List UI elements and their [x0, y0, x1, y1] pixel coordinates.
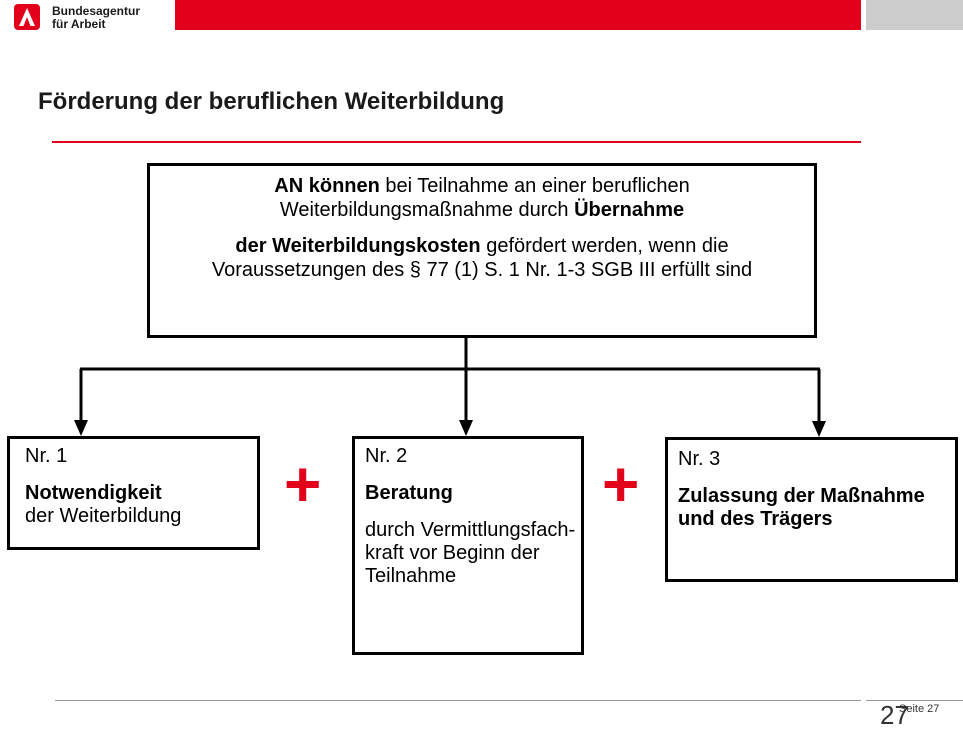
agency-logo-text [52, 5, 140, 31]
page-label: Seite 27 [899, 703, 940, 715]
arrowhead-left [74, 420, 88, 436]
header-grey-bar [866, 0, 963, 30]
condition-paragraph-2 [160, 234, 804, 282]
condition-bold-3: der Weiterbildungskosten [235, 235, 481, 257]
condition-bold-1: AN können [274, 175, 380, 197]
requirement-text: der Weiterbildung [25, 505, 182, 527]
requirement-number: Nr. 3 [678, 448, 721, 470]
agency-logo-icon [14, 4, 40, 30]
slide-number: 27 [880, 700, 909, 730]
plus-sign: + [602, 448, 640, 520]
requirement-number: Nr. 2 [365, 445, 408, 467]
page-title: Förderung der beruflichen Weiterbildung [38, 88, 505, 115]
condition-bold-2: Übernahme [574, 199, 685, 221]
requirement-heading: Beratung [365, 482, 453, 504]
condition-paragraph-1 [160, 174, 804, 222]
condition-box [147, 163, 817, 338]
footer-divider [55, 700, 861, 701]
requirement-heading: Notwendigkeit [25, 482, 162, 504]
condition-text-1: bei Teilnahme an einer beruflichen Weiterbildungsmaßnahme durch [279, 175, 690, 221]
requirement-box-3 [665, 437, 958, 582]
requirement-number: Nr. 1 [25, 445, 68, 467]
condition-text-2: gefördert werden, wenn die Voraussetzungen des § 77 (1) S. 1 Nr. 1-3 SGB III erfüllt sind [211, 235, 753, 281]
logo-line-2: für Arbeit [52, 17, 106, 31]
plus-sign: + [284, 448, 322, 520]
requirement-box-1 [7, 436, 260, 550]
arrowhead-right [812, 421, 826, 437]
requirement-box-2 [352, 436, 584, 655]
requirement-heading: Zulassung der Maßnahme und des Trägers [678, 485, 925, 530]
logo-line-1: Bundesagentur [52, 4, 141, 18]
title-divider [52, 141, 861, 143]
arrowhead-center [459, 420, 473, 436]
header-red-bar [175, 0, 861, 30]
requirement-text: durch Vermittlungsfach-kraft vor Beginn der Teilnahme [365, 519, 576, 587]
